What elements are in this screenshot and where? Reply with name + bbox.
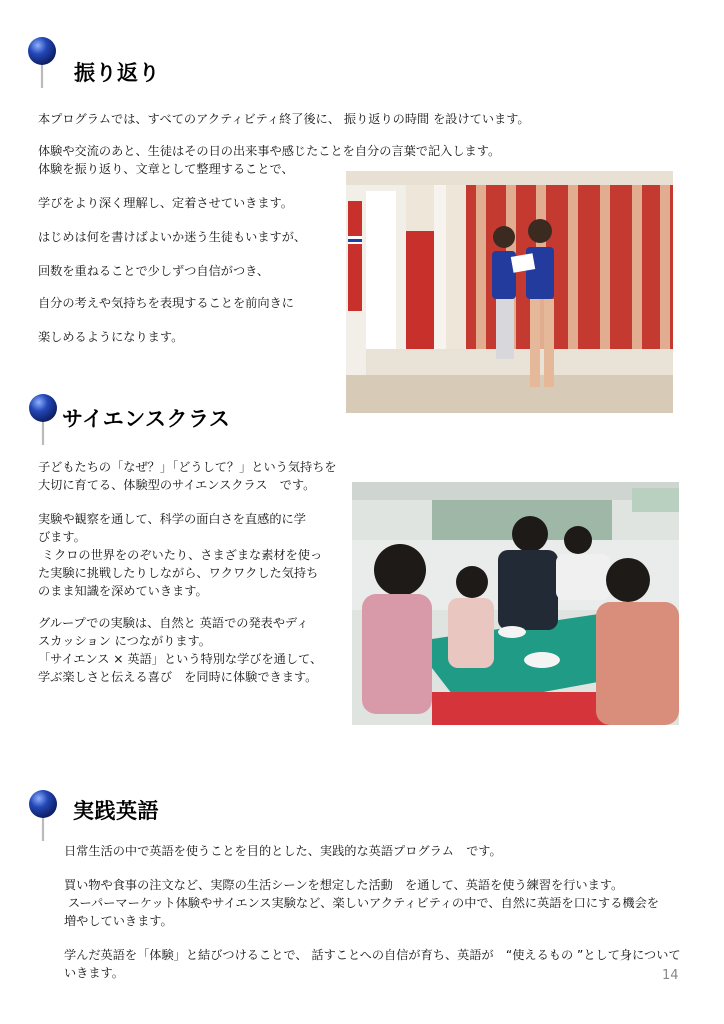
pushpin-icon	[27, 789, 67, 849]
science-experiment-photo	[352, 482, 679, 725]
section-title-reflection: 振り返り	[74, 61, 160, 85]
body-paragraph: 実験や観察を通して、科学の面白さを直感的に学 びます。 ミクロの世界をのぞいたり、さまざまな素材を使っ た実験に挑戦したりしながら、ワクワクした気持ち のまま知識を深めていきます。	[38, 512, 323, 598]
body-paragraph: グループでの実験は、自然と 英語での発表やディ スカッション につながります。 「サイエンス × 英語」という特別な学びを通して、 学ぶ楽しさと伝える喜び を同時に体験できます。	[38, 616, 323, 684]
body-line: 体験や交流のあと、生徒はその日の出来事や感じたことを自分の言葉で記入します。	[38, 144, 501, 158]
body-paragraph: 日常生活の中で英語を使うことを目的とした、実践的な英語プログラム です。	[64, 844, 502, 858]
pushpin-icon	[27, 393, 67, 453]
body-line: 自分の考えや気持ちを表現することを前向きに	[38, 296, 294, 310]
body-line: 体験を振り返り、文章として整理することで、	[38, 162, 294, 176]
body-paragraph: 学んだ英語を「体験」と結びつけることで、 話すことへの自信が育ち、英語が “使えるもの ”として身について いきます。	[64, 948, 681, 980]
stage-reading-photo	[346, 171, 673, 413]
page-number: 14	[662, 968, 679, 983]
body-line: 楽しめるようになります。	[38, 330, 184, 344]
body-line: 回数を重ねることで少しずつ自信がつき、	[38, 264, 270, 278]
body-paragraph: 買い物や食事の注文など、実際の生活シーンを想定した活動 を通して、英語を使う練習を行います。 スーパーマーケット体験やサイエンス実験など、楽しいアクティビティの中で、自然に英語を口にする機会を 増やしていきます。	[64, 878, 659, 928]
body-line: 本プログラムでは、すべてのアクティビティ終了後に、 振り返りの時間 を設けています。	[38, 112, 530, 126]
body-paragraph: 子どもたちの「なぜ？」「どうして？」という気持ちを 大切に育てる、体験型のサイエンスクラス です。	[38, 460, 337, 492]
pushpin-icon	[26, 36, 66, 96]
body-line: 学びをより深く理解し、定着させていきます。	[38, 196, 293, 210]
body-line: はじめは何を書けばよいか迷う生徒もいますが、	[38, 230, 307, 244]
section-title-science: サイエンスクラス	[62, 407, 231, 431]
section-title-practical-english: 実践英語	[73, 799, 159, 823]
